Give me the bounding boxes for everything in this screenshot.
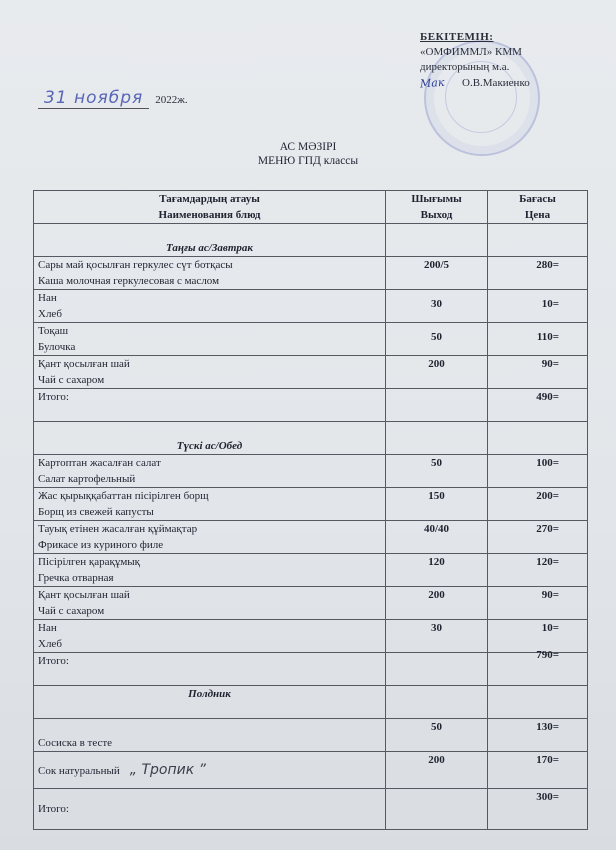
header-name: Тағамдардың атауы Наименования блюд <box>34 191 386 224</box>
section-row <box>34 422 588 455</box>
table-row: Қант қосылған шай Чай с сахаром 200 90= <box>34 356 588 389</box>
total-breakfast: 490= <box>488 389 588 422</box>
header-output: Шығымы Выход <box>386 191 488 224</box>
date-handwritten: 31 ноября <box>38 88 149 109</box>
table-row: Сок натуральный „ Тропик ” 200 170= <box>34 752 588 789</box>
section-lunch: Түскі ас/Обед <box>34 422 386 455</box>
section-row <box>34 686 588 719</box>
section-snack: Полдник <box>188 688 231 700</box>
table-row: Картоптан жасалған салат Салат картофельный 50 100= <box>34 455 588 488</box>
total-row: Итого: 490= <box>34 389 588 422</box>
table-row: Жас қырыққабаттан пісірілген борщ Борщ из свежей капусты 150 200= <box>34 488 588 521</box>
table-row: Қант қосылған шай Чай с сахаром 200 90= <box>34 587 588 620</box>
table-row: Тауық етінен жасалған құймақтар Фрикасе из куриного филе 40/40 270= <box>34 521 588 554</box>
total-row: Итого: 790= <box>34 653 588 686</box>
table-row: Тоқаш Булочка 50 110= <box>34 323 588 356</box>
title-line-1: АС МӘЗІРІ <box>279 141 337 153</box>
date-year: 2022ж. <box>155 94 188 106</box>
date-line <box>38 88 188 108</box>
table-row: Пісірілген қарақұмық Гречка отварная 120 120= <box>34 554 588 587</box>
header-price: Бағасы Цена <box>488 191 588 224</box>
page-title <box>0 140 616 168</box>
table-header-row <box>34 191 588 224</box>
section-row <box>34 224 588 257</box>
total-lunch: 790= <box>536 649 559 661</box>
title-line-2: МЕНЮ ГПД класcы <box>257 155 359 167</box>
signature: Мак <box>419 75 445 91</box>
total-row: Итого: 300= <box>34 789 588 830</box>
approval-org: «ОМФИММЛ» КММ <box>420 46 522 58</box>
handwritten-note: „ Тропик ” <box>129 761 206 778</box>
approval-position: директорының м.а. <box>420 61 510 73</box>
approval-name: О.В.Макиенко <box>462 77 530 89</box>
approval-heading: БЕКІТЕМІН: <box>420 31 494 43</box>
menu-table <box>33 190 588 830</box>
table-row: Сары май қосылған геркулес сүт ботқасы Каша молочная геркулесовая с маслом 200/5 280= <box>34 257 588 290</box>
approval-block <box>420 30 610 91</box>
section-breakfast: Таңғы ас/Завтрак <box>34 224 386 257</box>
table-row: Нан Хлеб 30 10= <box>34 620 588 653</box>
table-row: Сосиска в тесте 50 130= <box>34 719 588 752</box>
total-snack: 300= <box>488 789 588 830</box>
table-row: Нан Хлеб 30 10= <box>34 290 588 323</box>
